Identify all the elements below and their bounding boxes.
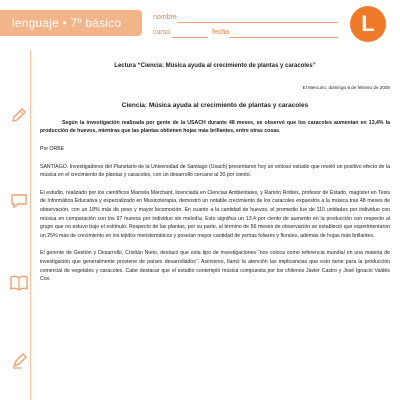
lecture-title: Lectura “Ciencia: Música ayuda al crecimiento de plantas y caracoles”: [114, 63, 316, 69]
article-date: El Mercurio, domingo 6 de febrero de 2005: [302, 84, 390, 90]
curso-label: curso: [153, 29, 171, 36]
article-title: Ciencia: Música ayuda al crecimiento de plantas y caracoles: [121, 102, 309, 110]
article-byline: Por ORBE: [40, 145, 65, 152]
speech-icon: [8, 190, 30, 212]
fecha-field[interactable]: [230, 36, 338, 38]
nombre-label: nombre: [153, 14, 177, 21]
subject-label: lenguaje • 7º básico: [12, 16, 122, 30]
section-badge: L: [350, 6, 386, 42]
article-paragraph: El gerente de Gestión y Desarrollo, Cristián Nieto, destacó que esta tipo de investigaciones “nos coloca como referencia mundial en una materia de investigación que generalmente proviene de países desarrollados”. Asimismo, llamó la atención las implicancias que esto tiene para la producción comercial de vegetales y caracoles. Cabe destacar que el estudio contempló música compuesta por los chilenos Javier Castro y José Ignacio Valdés Cox.: [40, 250, 390, 283]
article-paragraph: El estudio, realizado por los científicos Marcela Marchant, licenciada en Ciencias Ambientales, y Ramón Robles, profesor de Estado, magíster en Tesis de Informática Educativa y especializado en Musicoterapia, demostró un notable crecimiento de los caracoles expuestos a la música tras 48 meses de observación, con un 18% más de peso y mayor locomoción. En cuanto a la cantidad de huevos, el promedio fue de 110 unidades por individuo con música en comparación con los 97 huevos por individuo sin melodía. Esto significa un 13,4 por ciento de aumento en la producción con respecto al grupo que no estuvo bajo el estímulo. Respecto de las plantas, por su parte, al término de 56 meses de observación se estableció que experimentaron un 25% más de crecimiento en los tejidos meristemáticos y poseían mayor cantidad de yemas foliares y florales, además de hojas más brillantes.: [40, 189, 390, 239]
pen-icon: [8, 350, 30, 372]
article-lead: Según la investigación realizada por gente de la USACH durante 48 meses, se observó que los caracoles aumentan en 13,4% la producción de huevos, mientras que las plantas obtienen hojas más brillantes, entre otras cosas.: [40, 119, 390, 135]
book-icon: [8, 272, 30, 294]
nombre-field[interactable]: [178, 21, 338, 23]
article-body: [40, 60, 390, 284]
fecha-label: fecha: [212, 29, 230, 36]
article-paragraph: SANTIAGO. Investigadores del Planetario de la Universidad de Santiago (Usach) presentaron hoy un exitoso estudio que reveló un positivo efecto de la música en el crecimiento de plantas y caracoles, con un desarrollo cercano al 30 por ciento.: [40, 163, 390, 179]
pencil-icon: [8, 104, 30, 126]
curso-field[interactable]: [172, 36, 208, 38]
side-rule: [30, 50, 31, 400]
